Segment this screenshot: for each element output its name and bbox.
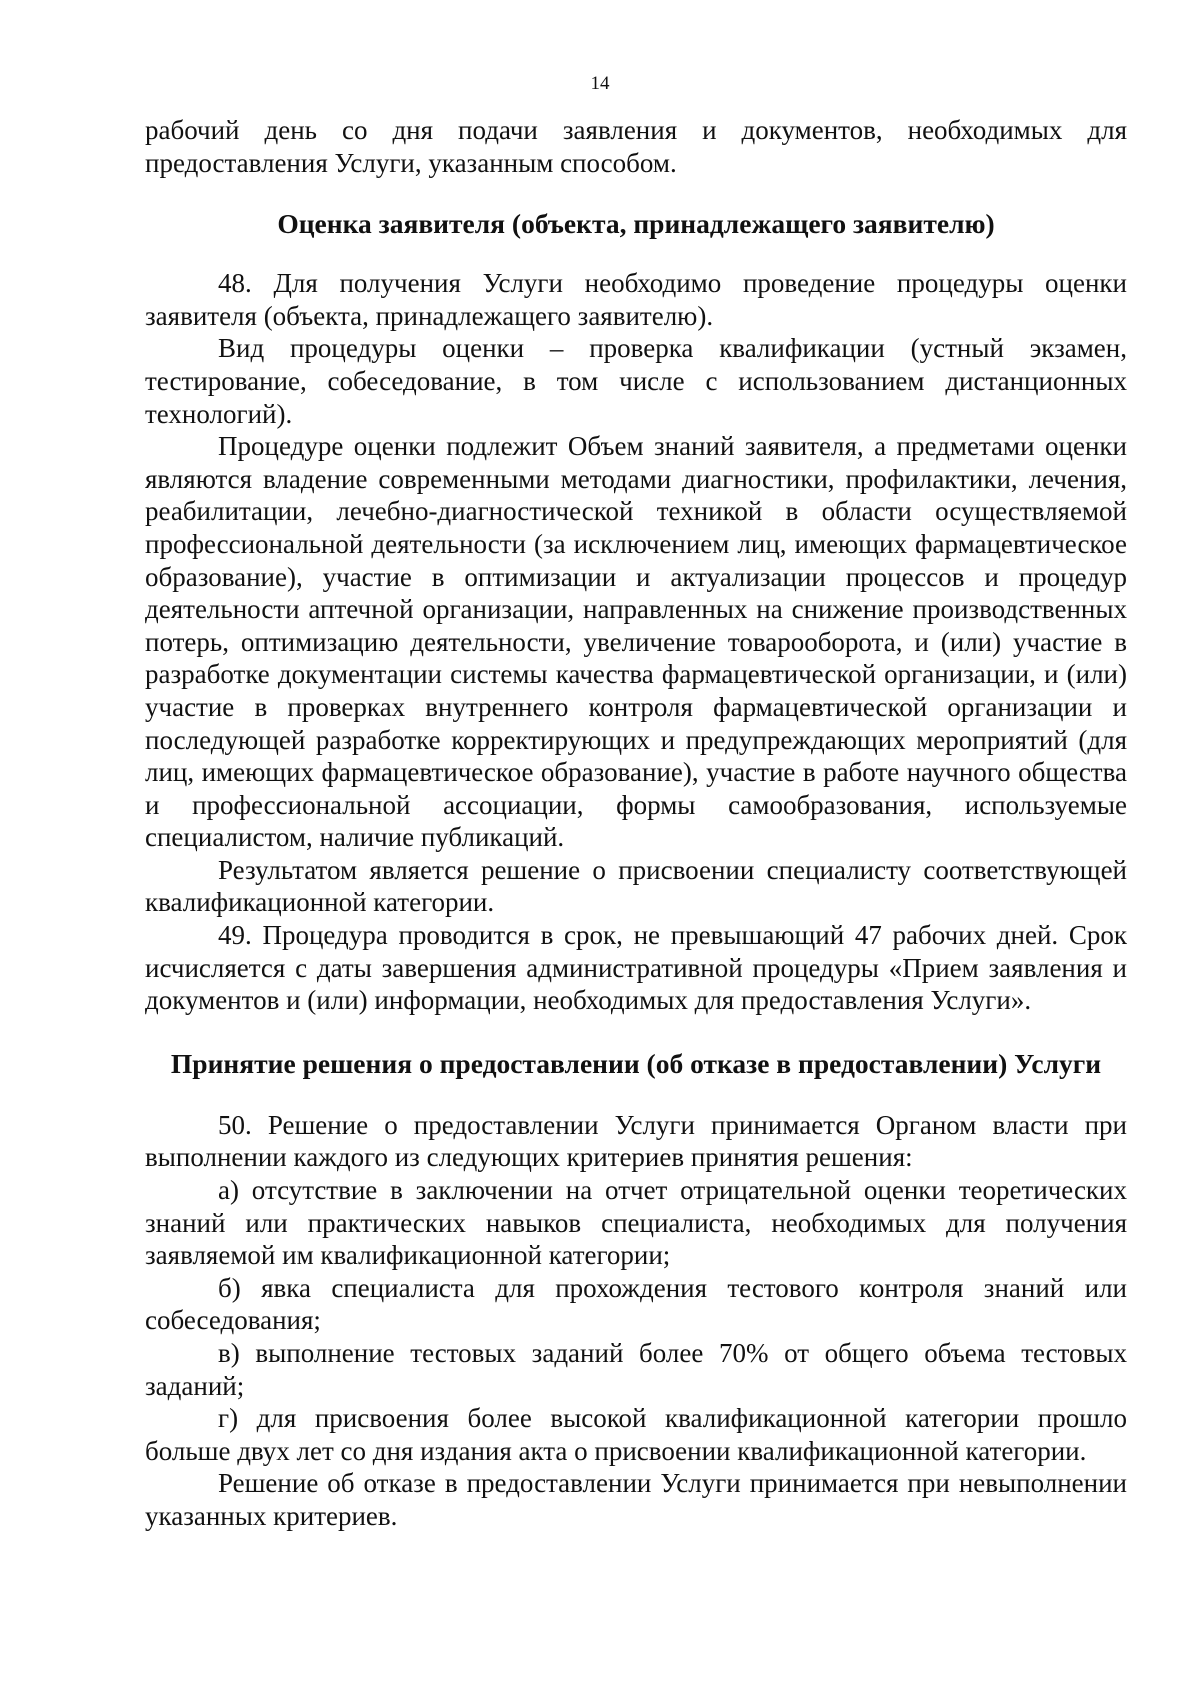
paragraph-50: 50. Решение о предоставлении Услуги принимается Органом власти при выполнении каждого из следующих критериев принятия решения: (145, 1109, 1127, 1173)
section-heading-decision: Принятие решения о предоставлении (об отказе в предоставлении) Услуги (170, 1047, 1102, 1079)
section-heading-assessment: Оценка заявителя (объекта, принадлежащего заявителю) (277, 208, 995, 240)
criterion-g: г) для присвоения более высокой квалификационной категории прошло больше двух лет со дня издания акта о присвоении квалификационной категории. (145, 1403, 1127, 1466)
paragraph-48: 48. Для получения Услуги необходимо проведение процедуры оценки заявителя (объекта, принадлежащего заявителю). (145, 268, 1127, 331)
paragraph-assessment-subject: Процедуре оценки подлежит Объем знаний заявителя, а предметами оценки являются владение современными методами диагностики, профилактики, лечения, реабилитации, лечебно-диагностической техникой в области осуществляемой профессиональной деятельности (за исключением лиц, имеющих фармацевтическое образование), участие в оптимизации и актуализации процессов и процедур деятельности аптечной организации, направленных на снижение производственных потерь, оптимизацию деятельности, увеличение товарооборота, и (или) участие в разработке документации системы качества фармацевтической организации, и (или) участие в проверках внутреннего контроля фармацевтической организации и последующей разработке корректирующих и предупреждающих мероприятий (для лиц, имеющих фармацевтическое образование), участие в работе научного общества и профессиональной ассоциации, формы самообразования, используемые специалистом, наличие публикаций. (145, 431, 1127, 853)
paragraph-49: 49. Процедура проводится в срок, не превышающий 47 рабочих дней. Срок исчисляется с даты завершения административной процедуры «Прием заявления и документов и (или) информации, необходимых для предоставления Услуги». (145, 920, 1127, 1016)
criterion-a: а) отсутствие в заключении на отчет отрицательной оценки теоретических знаний или практических навыков специалиста, необходимых для получения заявляемой им квалификационной категории; (145, 1175, 1127, 1271)
paragraph-assessment-type: Вид процедуры оценки – проверка квалификации (устный экзамен, тестирование, собеседование, в том числе с использованием дистанционных технологий). (145, 333, 1127, 429)
criterion-v: в) выполнение тестовых заданий более 70% от общего объема тестовых заданий; (145, 1338, 1127, 1401)
paragraph-assessment-result: Результатом является решение о присвоении специалисту соответствующей квалификационной категории. (145, 854, 1127, 918)
intro-paragraph: рабочий день со дня подачи заявления и документов, необходимых для предоставления Услуги, указанным способом. (145, 115, 1127, 178)
page-number: 14 (590, 73, 610, 94)
criterion-b: б) явка специалиста для прохождения тестового контроля знаний или собеседования; (145, 1272, 1127, 1336)
paragraph-refusal: Решение об отказе в предоставлении Услуги принимается при невыполнении указанных критериев. (145, 1468, 1127, 1531)
document-body (145, 114, 1127, 1533)
